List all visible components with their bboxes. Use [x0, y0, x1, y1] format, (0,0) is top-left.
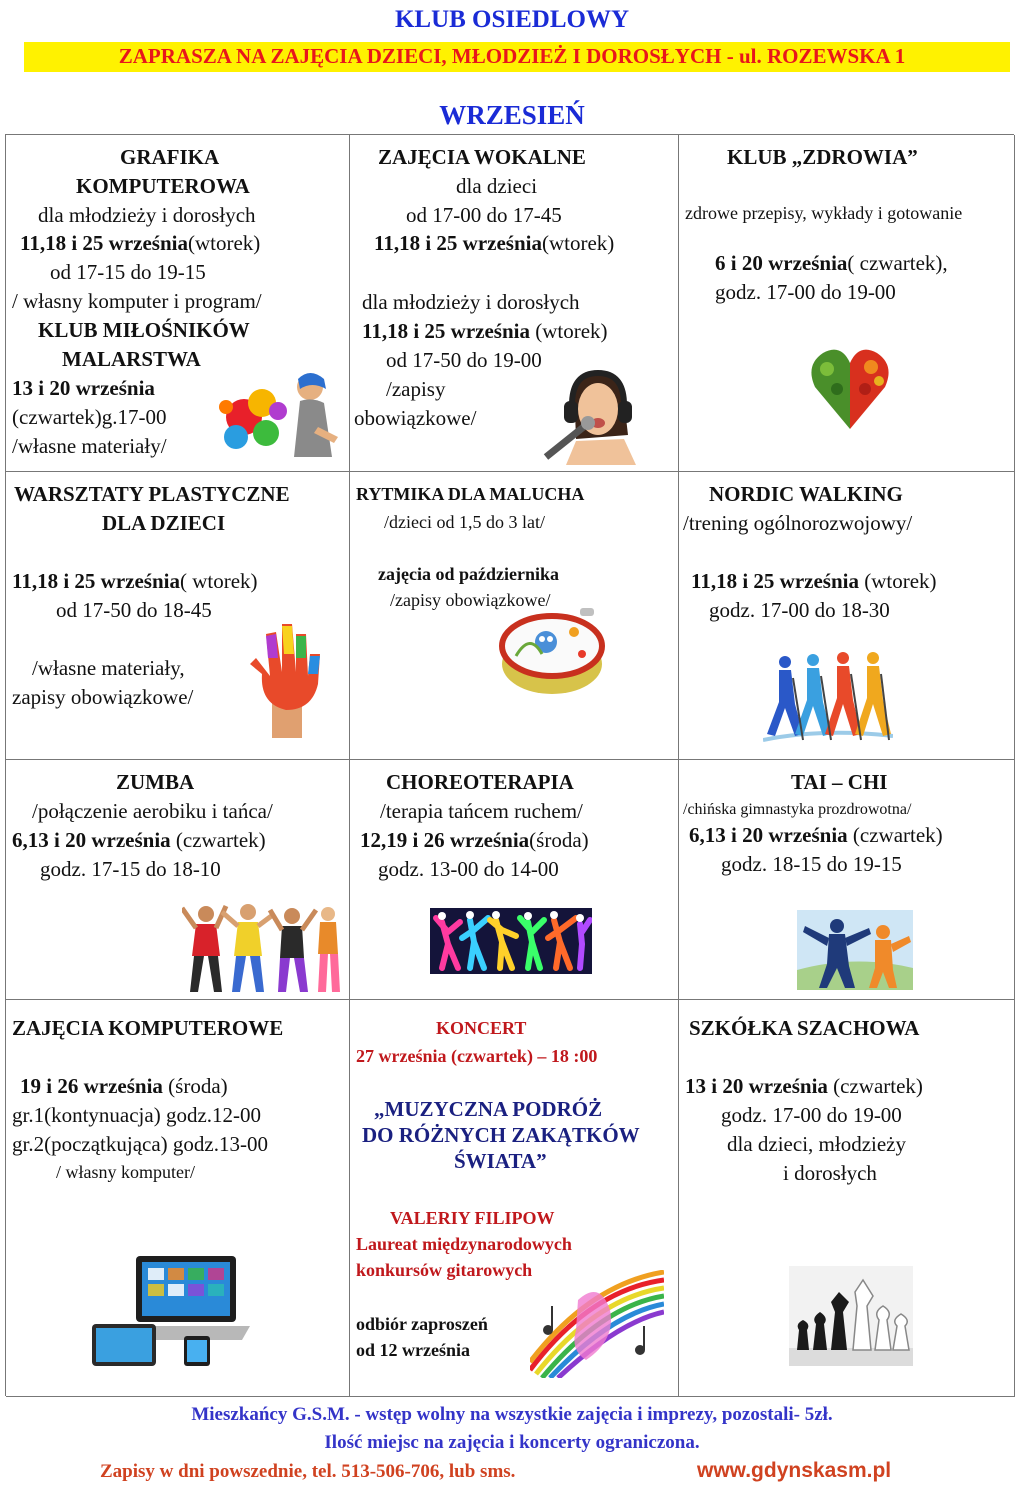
music-rainbow-picture [530, 1270, 664, 1378]
activity-title: GRAFIKA [120, 145, 220, 169]
chess-pieces-picture [789, 1266, 913, 1366]
invite-line: ZAPRASZA NA ZAJĘCIA DZIECI, MŁODZIEŻ I DOROSŁYCH - ul. ROZEWSKA 1 [118, 44, 906, 68]
activity-title: KOMPUTEROWA [76, 174, 250, 198]
footer-capacity: Ilość miejsc na zajęcia i koncerty ograniczona. [324, 1432, 700, 1453]
dates: 11,18 i 25 września( wtorek) [12, 569, 258, 593]
note: /zapisy [386, 377, 446, 401]
activity-title: NORDIC WALKING [709, 482, 903, 506]
time: godz. 17-00 do 19-00 [721, 1103, 902, 1127]
group-2: gr.2(początkująca) godz.13-00 [12, 1132, 268, 1156]
audience: i dorosłych [783, 1161, 877, 1185]
invitations-info: od 12 września [356, 1340, 470, 1360]
time: od 17-00 do 17-45 [406, 203, 562, 227]
nordic-walkers-picture [763, 648, 893, 748]
cell-zajecia-komputerowe [6, 1000, 350, 1397]
note: /własne materiały/ [12, 434, 167, 458]
heart-of-vegetables-picture [809, 343, 891, 433]
activity-title: RYTMIKA DLA MALUCHA [356, 484, 585, 504]
dates: 11,18 i 25 września (wtorek) [691, 569, 937, 593]
tai-chi-picture [797, 910, 913, 990]
cell-nordic-walking [679, 472, 1015, 760]
audience: /dzieci od 1,5 do 3 lat/ [384, 512, 545, 532]
painted-hand-picture [250, 614, 334, 738]
time: godz. 18-15 do 19-15 [721, 852, 902, 876]
cell-grafika-komputerowa [6, 135, 350, 472]
activity-title: ZAJĘCIA KOMPUTEROWE [12, 1016, 284, 1040]
time: godz. 17-00 do 18-30 [709, 598, 890, 622]
singer-headphones-picture [536, 365, 646, 465]
cell-rytmika-dla-malucha [350, 472, 679, 760]
cell-zajecia-wokalne [350, 135, 679, 472]
dates: 13 i 20 września (czwartek) [685, 1074, 923, 1098]
club-title: KLUB MIŁOŚNIKÓW [38, 318, 250, 342]
concert-name: ŚWIATA” [454, 1149, 547, 1173]
note: zapisy obowiązkowe/ [12, 685, 194, 709]
note: obowiązkowe/ [354, 406, 477, 430]
note: / własny komputer i program/ [12, 289, 262, 313]
paint-splash-girl-picture [214, 367, 346, 463]
dates: 13 i 20 września [12, 376, 155, 400]
dates: 11,18 i 25 września (wtorek) [362, 319, 608, 343]
dates: 6,13 i 20 września (czwartek) [689, 823, 943, 847]
activity-title: ZUMBA [116, 770, 195, 794]
cell-zumba [6, 760, 350, 1000]
time: (czwartek)g.17-00 [12, 405, 167, 429]
time: godz. 17-00 do 19-00 [715, 280, 896, 304]
audience: dla młodzieży i dorosłych [38, 203, 256, 227]
description: /chińska gimnastyka prozdrowotna/ [683, 801, 912, 818]
cell-szkolka-szachowa [679, 1000, 1015, 1397]
activity-title: CHOREOTERAPIA [386, 770, 574, 794]
description: zdrowe przepisy, wykłady i gotowanie [685, 203, 963, 223]
cell-warsztaty-plastyczne [6, 472, 350, 760]
artist-info: Laureat międzynarodowych [356, 1234, 572, 1254]
description: /trening ogólnorozwojowy/ [683, 511, 913, 535]
month-title: WRZESIEŃ [439, 100, 585, 130]
footer-admission: Mieszkańcy G.S.M. - wstęp wolny na wszystkie zajęcia i imprezy, pozostali- 5zł. [191, 1404, 833, 1425]
start-info: zajęcia od października [378, 564, 559, 584]
club-title: MALARSTWA [62, 347, 201, 371]
concert-title: KONCERT [436, 1018, 527, 1038]
schedule-grid [5, 134, 1014, 1396]
activity-title: SZKÓŁKA SZACHOWA [689, 1016, 920, 1040]
dates: 11,18 i 25 września(wtorek) [374, 231, 615, 255]
note: / własny komputer/ [56, 1162, 195, 1182]
dates: 6 i 20 września( czwartek), [715, 251, 948, 275]
club-title: KLUB OSIEDLOWY [394, 6, 630, 33]
group-1: gr.1(kontynuacja) godz.12-00 [12, 1103, 262, 1127]
activity-title: WARSZTATY PLASTYCZNE [14, 482, 290, 506]
dates: 6,13 i 20 września (czwartek) [12, 828, 266, 852]
concert-date: 27 września (czwartek) – 18 :00 [356, 1046, 598, 1066]
invitations-info: odbiór zaproszeń [356, 1314, 488, 1334]
artist-info: konkursów gitarowych [356, 1260, 533, 1280]
description: /połączenie aerobiku i tańca/ [32, 799, 273, 823]
audience: dla młodzieży i dorosłych [362, 290, 580, 314]
cell-klub-zdrowia [679, 135, 1015, 472]
audience: dla dzieci, młodzieży [727, 1132, 907, 1156]
cell-koncert [350, 1000, 679, 1397]
zumba-dancers-picture [182, 900, 342, 994]
note: /zapisy obowiązkowe/ [390, 590, 551, 610]
activity-title: DLA DZIECI [102, 511, 226, 535]
note: /własne materiały, [32, 656, 185, 680]
laptop-tablet-phone-picture [92, 1256, 252, 1368]
cell-choreoterapia [350, 760, 679, 1000]
dates: 19 i 26 września (środa) [20, 1074, 228, 1098]
time: godz. 13-00 do 14-00 [378, 857, 559, 881]
artist-name: VALERIY FILIPOW [390, 1208, 555, 1228]
dates: 12,19 i 26 września(środa) [360, 828, 589, 852]
time: godz. 17-15 do 18-10 [40, 857, 221, 881]
concert-name: DO RÓŻNYCH ZAKĄTKÓW [362, 1123, 640, 1147]
activity-title: TAI – CHI [791, 770, 888, 794]
footer-contact: Zapisy w dni powszednie, tel. 513-506-706, lub sms. [100, 1461, 516, 1482]
dance-silhouettes-picture [430, 908, 592, 974]
footer-website-link[interactable]: www.gdynskasm.pl [697, 1459, 892, 1482]
time: od 17-15 do 19-15 [50, 260, 206, 284]
time: od 17-50 do 18-45 [56, 598, 212, 622]
activity-title: ZAJĘCIA WOKALNE [378, 145, 586, 169]
audience: dla dzieci [456, 174, 538, 198]
time: od 17-50 do 19-00 [386, 348, 542, 372]
dates: 11,18 i 25 września(wtorek) [20, 231, 261, 255]
concert-name: „MUZYCZNA PODRÓŻ [374, 1097, 603, 1121]
cell-tai-chi [679, 760, 1015, 1000]
owl-tambourine-picture [496, 602, 608, 702]
activity-title: KLUB „ZDROWIA” [727, 145, 918, 169]
description: /terapia tańcem ruchem/ [380, 799, 583, 823]
